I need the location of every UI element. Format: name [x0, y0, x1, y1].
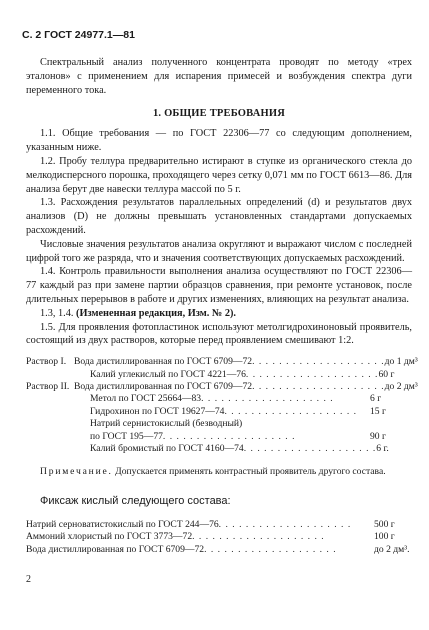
note-label: Примечание.: [40, 466, 113, 478]
ingredient-name: Вода дистиллированная по ГОСТ 6709—72: [74, 380, 253, 392]
recipe-row: [26, 356, 418, 368]
ingredient-qty: 90 г: [370, 430, 386, 442]
recipe-row: [26, 406, 412, 418]
leader-dots: . . . . . . . . . . . . . . . . . . . .: [201, 393, 334, 405]
leader-dots: . . . . . . . . . . . . . . . . . . . .: [252, 380, 385, 392]
page-body: [26, 56, 418, 556]
recipe-row: [26, 393, 412, 405]
ingredient-name: Калий бромистый по ГОСТ 4160—74: [90, 442, 244, 454]
note-paragraph: [26, 466, 412, 478]
ingredient-qty: 100 г: [374, 531, 395, 543]
ingredient-qty: 500 г: [374, 518, 395, 530]
ingredient-name: Вода дистиллированная по ГОСТ 6709—72: [74, 356, 253, 368]
ingredient-qty: 15 г: [370, 405, 386, 417]
recipe-row: [26, 418, 412, 430]
note-text: Допускается применять контрастный проявитель другого состава.: [115, 466, 386, 478]
ingredient-name: Калий углекислый по ГОСТ 4221—76: [90, 368, 246, 380]
change-note-items: 1.3, 1.4.: [40, 307, 74, 319]
leader-dots: . . . . . . . . . . . . . . . . . . . .: [204, 543, 337, 555]
leader-dots: . . . . . . . . . . . . . . . . . . . .: [252, 356, 385, 368]
solution-1-label: Раствор I.: [26, 356, 67, 368]
fixer-recipe: [26, 519, 412, 556]
recipe-row: [26, 531, 412, 543]
developer-recipes: [26, 356, 418, 455]
ingredient-qty: 60 г: [378, 368, 395, 380]
recipe-row: [26, 380, 418, 393]
ingredient-qty: 6 г: [370, 393, 382, 405]
paragraph-1-2: 1.2. Пробу теллура предварительно истирают в ступке из органического стекла до мелкодисперсного порошка, проходящего через сетку 0,071 мм по ГОСТ 6613—86. Для анализа берут две навески теллура массой по 5 г.: [26, 155, 412, 195]
recipe-row: [26, 443, 412, 455]
ingredient-qty: до 1 дм³: [384, 356, 418, 368]
page-header: С. 2 ГОСТ 24977.1—81: [22, 29, 135, 41]
paragraph-1-5: 1.5. Для проявления фотопластинок используют метолгидрохиноновый проявитель, состоящий из двух растворов, которые перед проявлением смешивают 1:2.: [26, 321, 412, 347]
ingredient-name: по ГОСТ 195—77: [90, 430, 163, 442]
leader-dots: . . . . . . . . . . . . . . . . . . . .: [218, 518, 352, 530]
paragraph-1-3: 1.3. Расхождения результатов параллельных определений (d) и результатов двух анализов (D) не должны превышать установленных стандартами допускаемых расхождений.: [26, 197, 412, 236]
ingredient-name: Аммоний хлористый по ГОСТ 3773—72: [26, 531, 193, 543]
intro-paragraph: Спектральный анализ полученного концентрата проводят по методу «трех эталонов» с применением для испарения примесей и возбуждения спектра дуги переменного тока.: [26, 57, 412, 96]
leader-dots: . . . . . . . . . . . . . . . . . . . .: [243, 442, 377, 454]
leader-dots: . . . . . . . . . . . . . . . . . . . .: [245, 368, 379, 380]
recipe-row: [26, 431, 412, 443]
change-note: [26, 307, 412, 321]
ingredient-name: Гидрохинон по ГОСТ 19627—74: [90, 405, 225, 417]
recipe-row: [26, 544, 412, 556]
solution-2-label: Раствор II.: [26, 380, 70, 392]
leader-dots: . . . . . . . . . . . . . . . . . . . .: [224, 405, 358, 417]
fixer-intro: Фиксаж кислый следующего состава:: [40, 494, 231, 507]
ingredient-name: Натрий сернистокислый (безводный): [90, 418, 243, 430]
leader-dots: . . . . . . . . . . . . . . . . . . . .: [192, 531, 325, 543]
ingredient-name: Метол по ГОСТ 25664—83: [90, 393, 202, 405]
paragraph-1-1: 1.1. Общие требования — по ГОСТ 22306—77 со следующим дополнением, указанным ниже.: [26, 128, 412, 154]
ingredient-qty: до 2 дм³.: [374, 543, 410, 555]
leader-dots: . . . . . . . . . . . . . . . . . . . .: [162, 430, 296, 442]
ingredient-name: Вода дистиллированная по ГОСТ 6709—72: [26, 543, 205, 555]
change-note-text: (Измененная редакция, Изм. № 2).: [76, 307, 236, 319]
ingredient-name: Натрий серноватистокислый по ГОСТ 244—76: [26, 518, 219, 530]
section-title: 1. ОБЩИЕ ТРЕБОВАНИЯ: [152, 108, 286, 120]
recipe-row: [26, 519, 412, 531]
page-number: 2: [26, 574, 31, 585]
ingredient-qty: до 2 дм³: [384, 380, 418, 392]
ingredient-qty: 6 г.: [376, 442, 389, 454]
recipe-row: [26, 369, 412, 381]
paragraph-1-4: 1.4. Контроль правильности выполнения анализа осуществляют по ГОСТ 22306—77 каждый раз при замене партии образцов сравнения, при ремонте установок, после длительных перерывов в работе и других изменениях, влияющих на результат анализа.: [26, 266, 412, 305]
paragraph-1-3-rounding: Числовые значения результатов анализа округляют и выражают числом с последней цифрой того же разряда, что и значения соответствующих допускаемых расхождений.: [26, 238, 412, 264]
